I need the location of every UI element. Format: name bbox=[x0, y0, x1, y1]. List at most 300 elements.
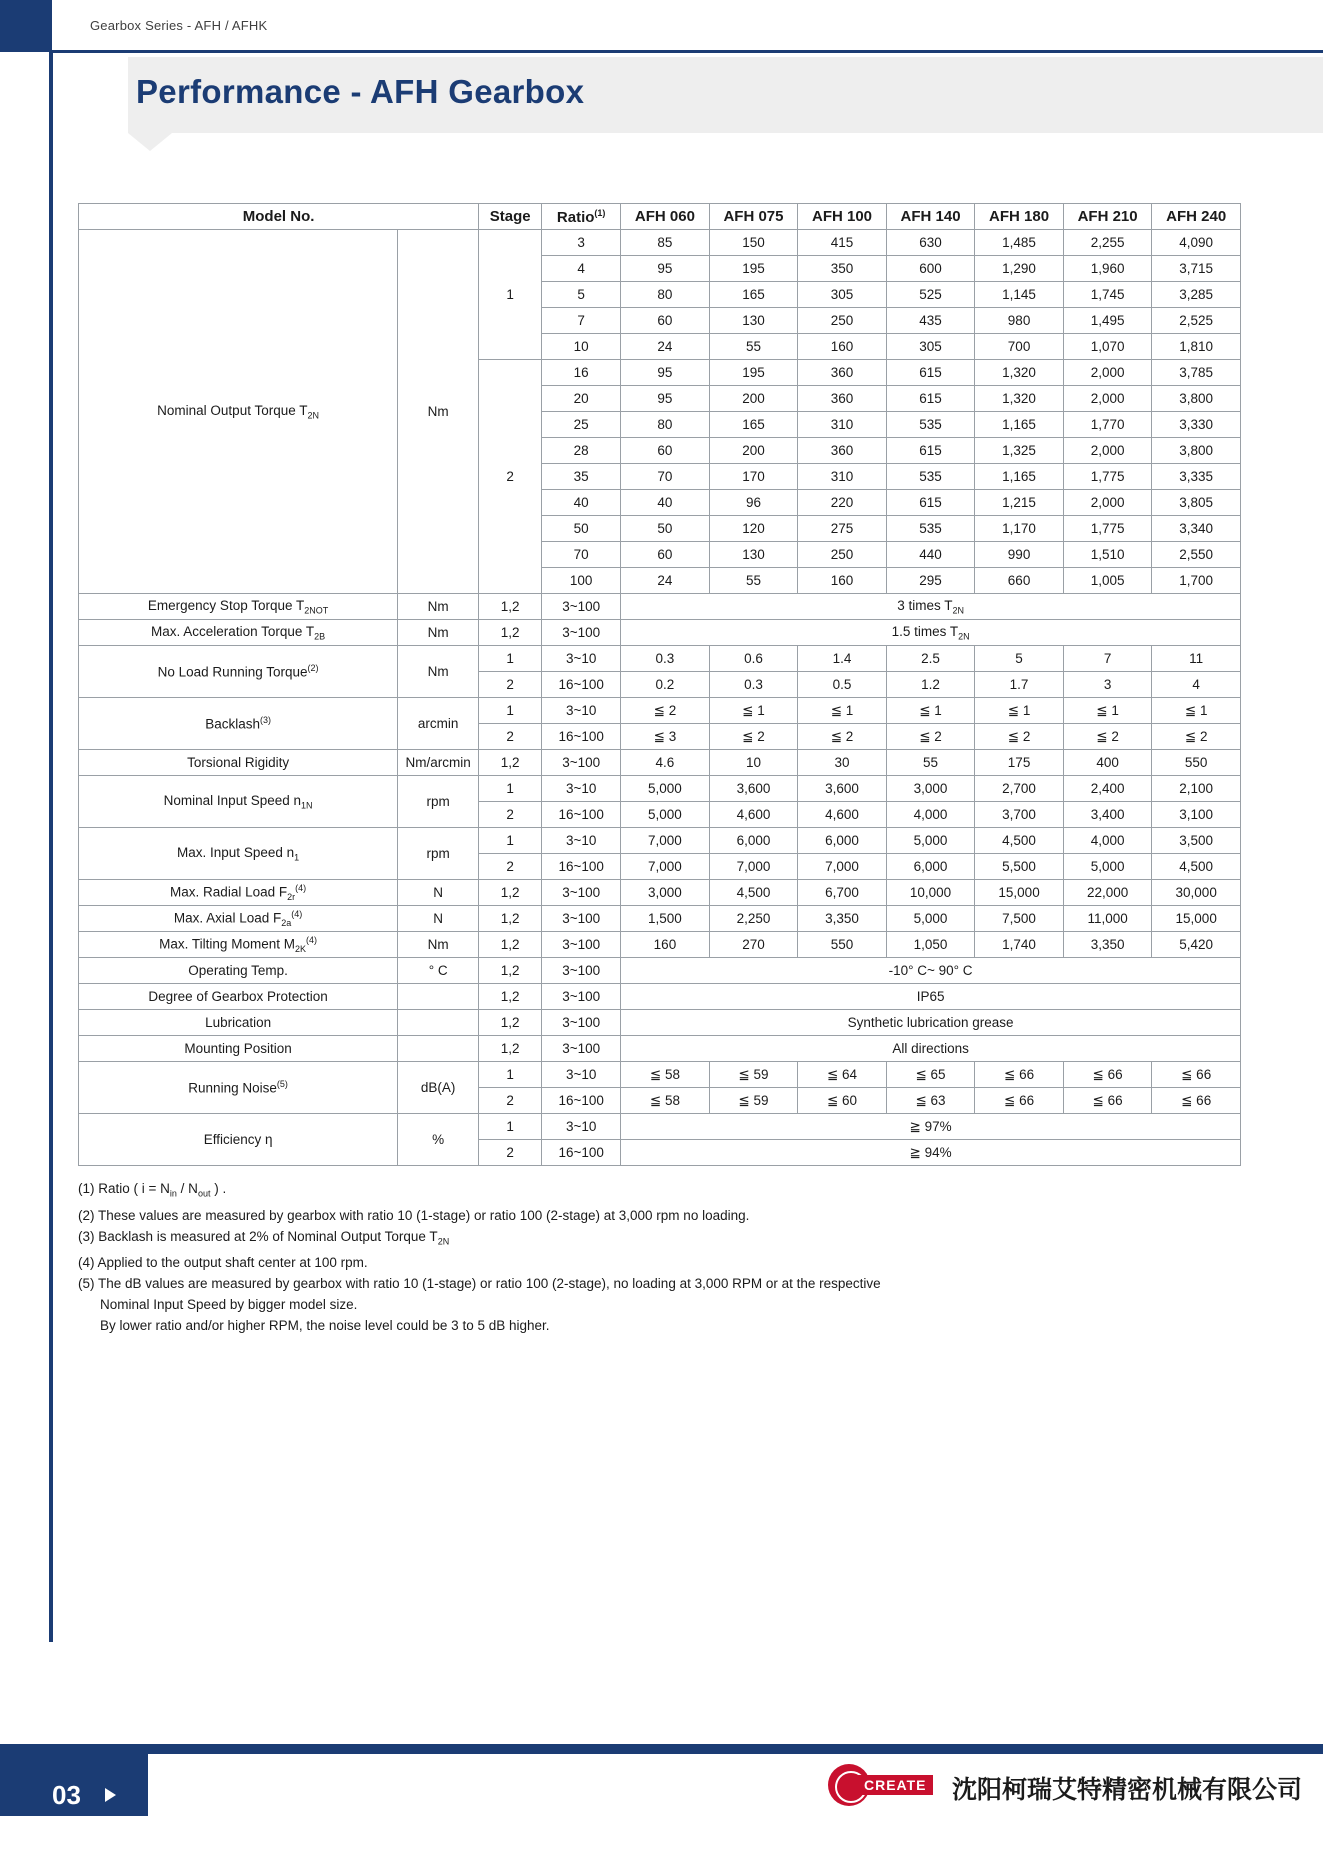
cell-value: ≦ 1 bbox=[1152, 698, 1241, 724]
stage-value: 1 bbox=[479, 828, 542, 854]
torque-value: 2,000 bbox=[1063, 360, 1152, 386]
torque-value: 980 bbox=[975, 308, 1064, 334]
cell-value: ≦ 66 bbox=[975, 1062, 1064, 1088]
cell-value: 4,000 bbox=[886, 802, 975, 828]
torque-value: 990 bbox=[975, 542, 1064, 568]
torque-value: 2,000 bbox=[1063, 438, 1152, 464]
row-label-max-axial-load: Max. Axial Load $F_{2a}^{(4)}$ bbox=[79, 906, 398, 932]
cell-value: 5,500 bbox=[975, 854, 1064, 880]
cell-value: 2,250 bbox=[709, 906, 798, 932]
cell-value: 3,100 bbox=[1152, 802, 1241, 828]
cell-value: ≦ 1 bbox=[798, 698, 887, 724]
col-afh075: AFH 075 bbox=[709, 204, 798, 230]
unit-torsional-rigidity: Nm/arcmin bbox=[398, 750, 479, 776]
ratio-value: 3~100 bbox=[542, 958, 621, 984]
company-name: 沈阳柯瑞艾特精密机械有限公司 bbox=[952, 1775, 1303, 1804]
page-number-block bbox=[0, 1754, 148, 1816]
stage-value: 1,2 bbox=[479, 932, 542, 958]
title-band bbox=[128, 57, 1323, 133]
cell-value: 5,000 bbox=[621, 802, 710, 828]
ratio-value: 3~10 bbox=[542, 698, 621, 724]
torque-value: 160 bbox=[798, 568, 887, 594]
cell-value: 30 bbox=[798, 750, 887, 776]
torque-value: 310 bbox=[798, 464, 887, 490]
arrow-right-icon bbox=[105, 1788, 116, 1802]
cell-value: 0.2 bbox=[621, 672, 710, 698]
cell-value: ≦ 66 bbox=[1152, 1088, 1241, 1114]
torque-value: 1,005 bbox=[1063, 568, 1152, 594]
torque-value: 70 bbox=[621, 464, 710, 490]
torque-value: 95 bbox=[621, 360, 710, 386]
unit-max-tilting-moment: Nm bbox=[398, 932, 479, 958]
torque-value: 1,775 bbox=[1063, 464, 1152, 490]
unit-nominal-output-torque: Nm bbox=[398, 230, 479, 594]
unit-degree-of-protection bbox=[398, 984, 479, 1010]
ratio-value: 3~100 bbox=[542, 1036, 621, 1062]
row-label-max-tilting-moment: Max. Tilting Moment $M_{2K}^{(4)}$ bbox=[79, 932, 398, 958]
torque-value: 415 bbox=[798, 230, 887, 256]
stage-value: 1 bbox=[479, 1062, 542, 1088]
torque-value: 1,960 bbox=[1063, 256, 1152, 282]
ratio-value: 3 bbox=[542, 230, 621, 256]
table-row bbox=[79, 646, 1241, 672]
torque-value: 1,775 bbox=[1063, 516, 1152, 542]
torque-value: 3,330 bbox=[1152, 412, 1241, 438]
torque-value: 295 bbox=[886, 568, 975, 594]
torque-value: 1,215 bbox=[975, 490, 1064, 516]
cell-value: 175 bbox=[975, 750, 1064, 776]
table-row bbox=[79, 958, 1241, 984]
cell-value: 3,600 bbox=[709, 776, 798, 802]
cell-value: 7,500 bbox=[975, 906, 1064, 932]
torque-value: 2,550 bbox=[1152, 542, 1241, 568]
torque-value: 1,770 bbox=[1063, 412, 1152, 438]
cell-value: 11,000 bbox=[1063, 906, 1152, 932]
stage-value: 1,2 bbox=[479, 1036, 542, 1062]
unit-no-load-running-torque: Nm bbox=[398, 646, 479, 698]
ratio-value: 16 bbox=[542, 360, 621, 386]
torque-value: 150 bbox=[709, 230, 798, 256]
torque-value: 360 bbox=[798, 438, 887, 464]
torque-value: 24 bbox=[621, 334, 710, 360]
stage-value: 1,2 bbox=[479, 750, 542, 776]
stage-value: 1,2 bbox=[479, 984, 542, 1010]
cell-value: 1.4 bbox=[798, 646, 887, 672]
row-label-nominal-output-torque: Nominal Output Torque $T_{2N}$ bbox=[79, 230, 398, 594]
table-row bbox=[79, 230, 1241, 256]
stage-value: 2 bbox=[479, 724, 542, 750]
torque-value: 170 bbox=[709, 464, 798, 490]
torque-value: 3,785 bbox=[1152, 360, 1241, 386]
torque-value: 165 bbox=[709, 412, 798, 438]
footnote-2: (2) These values are measured by gearbox with ratio 10 (1-stage) or ratio 100 (2-stage) at 3,000 rpm no loading. bbox=[78, 1207, 750, 1223]
table-row bbox=[79, 594, 1241, 620]
torque-value: 55 bbox=[709, 568, 798, 594]
cell-value: 0.3 bbox=[621, 646, 710, 672]
ratio-value: 3~100 bbox=[542, 906, 621, 932]
torque-value: 350 bbox=[798, 256, 887, 282]
ratio-value: 3~100 bbox=[542, 750, 621, 776]
cell-value: 6,000 bbox=[798, 828, 887, 854]
cell-value: 4,000 bbox=[1063, 828, 1152, 854]
torque-value: 1,070 bbox=[1063, 334, 1152, 360]
cell-value: 7,000 bbox=[621, 828, 710, 854]
stage-value: 1 bbox=[479, 1114, 542, 1140]
cell-value: 270 bbox=[709, 932, 798, 958]
unit-operating-temp: ° C bbox=[398, 958, 479, 984]
cell-value: ≦ 1 bbox=[975, 698, 1064, 724]
col-afh210: AFH 210 bbox=[1063, 204, 1152, 230]
cell-value: ≦ 2 bbox=[709, 724, 798, 750]
ratio-value: 70 bbox=[542, 542, 621, 568]
torque-value: 24 bbox=[621, 568, 710, 594]
cell-value: 7,000 bbox=[798, 854, 887, 880]
stage-value: 1 bbox=[479, 646, 542, 672]
merged-value: ≧ 97% bbox=[621, 1114, 1241, 1140]
ratio-value: 16~100 bbox=[542, 672, 621, 698]
row-label-nominal-input-speed: Nominal Input Speed $n_{1N}$ bbox=[79, 776, 398, 828]
torque-value: 60 bbox=[621, 308, 710, 334]
stage-value: 2 bbox=[479, 1140, 542, 1166]
ratio-value: 25 bbox=[542, 412, 621, 438]
page-number: 03 bbox=[52, 1780, 81, 1810]
col-afh240: AFH 240 bbox=[1152, 204, 1241, 230]
ratio-value: 35 bbox=[542, 464, 621, 490]
cell-value: 6,000 bbox=[709, 828, 798, 854]
cell-value: ≦ 58 bbox=[621, 1088, 710, 1114]
cell-value: ≦ 65 bbox=[886, 1062, 975, 1088]
footnote-1: (1) Ratio ( $i = N_{in} / N_{out}$ ) . bbox=[78, 1181, 227, 1199]
header-rule bbox=[52, 50, 1323, 53]
torque-value: 1,495 bbox=[1063, 308, 1152, 334]
cell-value: 4 bbox=[1152, 672, 1241, 698]
torque-value: 1,320 bbox=[975, 386, 1064, 412]
table-row bbox=[79, 984, 1241, 1010]
torque-value: 1,745 bbox=[1063, 282, 1152, 308]
ratio-value: 3~100 bbox=[542, 932, 621, 958]
footnote-3: (3) Backlash is measured at 2% of Nominal Output Torque $T_{2N}$ bbox=[78, 1228, 450, 1247]
page-title: Performance - AFH Gearbox bbox=[136, 73, 585, 110]
torque-value: 1,325 bbox=[975, 438, 1064, 464]
torque-value: 40 bbox=[621, 490, 710, 516]
cell-value: ≦ 59 bbox=[709, 1062, 798, 1088]
torque-value: 2,000 bbox=[1063, 490, 1152, 516]
table-row bbox=[79, 932, 1241, 958]
unit-max-radial-load: N bbox=[398, 880, 479, 906]
cell-value: ≦ 2 bbox=[975, 724, 1064, 750]
table-row bbox=[79, 1010, 1241, 1036]
merged-value: Synthetic lubrication grease bbox=[621, 1010, 1241, 1036]
ratio-value: 20 bbox=[542, 386, 621, 412]
table-row bbox=[79, 906, 1241, 932]
merged-value: 3 times $T_{2N}$ bbox=[621, 594, 1241, 620]
cell-value: 5,000 bbox=[1063, 854, 1152, 880]
ratio-value: 16~100 bbox=[542, 1088, 621, 1114]
cell-value: 550 bbox=[798, 932, 887, 958]
cell-value: 7,000 bbox=[709, 854, 798, 880]
unit-backlash: arcmin bbox=[398, 698, 479, 750]
cell-value: 400 bbox=[1063, 750, 1152, 776]
torque-value: 1,700 bbox=[1152, 568, 1241, 594]
torque-value: 525 bbox=[886, 282, 975, 308]
col-model-no: Model No. bbox=[79, 204, 479, 230]
merged-value: IP65 bbox=[621, 984, 1241, 1010]
cell-value: ≦ 1 bbox=[1063, 698, 1152, 724]
cell-value: ≦ 64 bbox=[798, 1062, 887, 1088]
unit-lubrication bbox=[398, 1010, 479, 1036]
cell-value: ≦ 60 bbox=[798, 1088, 887, 1114]
cell-value: 0.3 bbox=[709, 672, 798, 698]
cell-value: 3 bbox=[1063, 672, 1152, 698]
torque-value: 615 bbox=[886, 360, 975, 386]
cell-value: 6,000 bbox=[886, 854, 975, 880]
cell-value: 6,700 bbox=[798, 880, 887, 906]
torque-value: 165 bbox=[709, 282, 798, 308]
cell-value: 4.6 bbox=[621, 750, 710, 776]
torque-value: 630 bbox=[886, 230, 975, 256]
torque-value: 200 bbox=[709, 438, 798, 464]
stage-value: 1,2 bbox=[479, 620, 542, 646]
ratio-value: 3~10 bbox=[542, 1114, 621, 1140]
company-logo bbox=[828, 1762, 938, 1808]
cell-value: 3,600 bbox=[798, 776, 887, 802]
torque-value: 1,510 bbox=[1063, 542, 1152, 568]
row-label-operating-temp: Operating Temp. bbox=[79, 958, 398, 984]
col-ratio: Ratio$^{(1)}$ bbox=[542, 204, 621, 230]
torque-value: 4,090 bbox=[1152, 230, 1241, 256]
cell-value: ≦ 63 bbox=[886, 1088, 975, 1114]
table-row bbox=[79, 620, 1241, 646]
torque-value: 50 bbox=[621, 516, 710, 542]
table-header-row bbox=[79, 204, 1241, 230]
cell-value: 15,000 bbox=[975, 880, 1064, 906]
title-notch bbox=[128, 133, 172, 151]
ratio-value: 3~10 bbox=[542, 828, 621, 854]
cell-value: ≦ 66 bbox=[1152, 1062, 1241, 1088]
ratio-value: 16~100 bbox=[542, 802, 621, 828]
torque-value: 2,000 bbox=[1063, 386, 1152, 412]
left-spine bbox=[49, 52, 53, 1642]
cell-value: ≦ 1 bbox=[886, 698, 975, 724]
cell-value: ≦ 1 bbox=[709, 698, 798, 724]
torque-value: 3,800 bbox=[1152, 438, 1241, 464]
stage-value: 1 bbox=[479, 776, 542, 802]
stage-value: 1,2 bbox=[479, 906, 542, 932]
torque-value: 535 bbox=[886, 516, 975, 542]
torque-value: 275 bbox=[798, 516, 887, 542]
cell-value: ≦ 66 bbox=[1063, 1088, 1152, 1114]
cell-value: 160 bbox=[621, 932, 710, 958]
cell-value: 550 bbox=[1152, 750, 1241, 776]
cell-value: ≦ 2 bbox=[886, 724, 975, 750]
torque-value: 130 bbox=[709, 542, 798, 568]
row-label-torsional-rigidity: Torsional Rigidity bbox=[79, 750, 398, 776]
ratio-value: 100 bbox=[542, 568, 621, 594]
row-label-running-noise: Running Noise$^{(5)}$ bbox=[79, 1062, 398, 1114]
torque-value: 1,290 bbox=[975, 256, 1064, 282]
ratio-value: 28 bbox=[542, 438, 621, 464]
col-afh100: AFH 100 bbox=[798, 204, 887, 230]
cell-value: 5,000 bbox=[886, 828, 975, 854]
footer-bar bbox=[0, 1744, 1323, 1754]
torque-value: 200 bbox=[709, 386, 798, 412]
torque-value: 535 bbox=[886, 464, 975, 490]
torque-value: 2,525 bbox=[1152, 308, 1241, 334]
footnote-5: (5) The dB values are measured by gearbox with ratio 10 (1-stage) or ratio 100 (2-stage), no loading at 3,000 RPM or at the respective bbox=[78, 1276, 881, 1292]
cell-value: ≦ 66 bbox=[1063, 1062, 1152, 1088]
torque-value: 250 bbox=[798, 308, 887, 334]
torque-value: 80 bbox=[621, 412, 710, 438]
cell-value: 55 bbox=[886, 750, 975, 776]
stage-value: 1,2 bbox=[479, 1010, 542, 1036]
spec-table-wrap bbox=[78, 203, 1241, 1166]
torque-value: 305 bbox=[798, 282, 887, 308]
cell-value: 4,500 bbox=[975, 828, 1064, 854]
torque-value: 195 bbox=[709, 360, 798, 386]
spec-table bbox=[78, 203, 1241, 1166]
torque-value: 60 bbox=[621, 438, 710, 464]
cell-value: 3,500 bbox=[1152, 828, 1241, 854]
merged-value: ≧ 94% bbox=[621, 1140, 1241, 1166]
table-row bbox=[79, 880, 1241, 906]
cell-value: 15,000 bbox=[1152, 906, 1241, 932]
cell-value: 2,700 bbox=[975, 776, 1064, 802]
col-stage: Stage bbox=[479, 204, 542, 230]
row-label-backlash: Backlash$^{(3)}$ bbox=[79, 698, 398, 750]
torque-value: 3,715 bbox=[1152, 256, 1241, 282]
torque-value: 360 bbox=[798, 360, 887, 386]
cell-value: 3,350 bbox=[798, 906, 887, 932]
cell-value: ≦ 2 bbox=[621, 698, 710, 724]
ratio-value: 50 bbox=[542, 516, 621, 542]
torque-value: 80 bbox=[621, 282, 710, 308]
ratio-value: 3~100 bbox=[542, 620, 621, 646]
cell-value: 3,350 bbox=[1063, 932, 1152, 958]
stage-2: 2 bbox=[479, 360, 542, 594]
ratio-value: 7 bbox=[542, 308, 621, 334]
torque-value: 95 bbox=[621, 386, 710, 412]
merged-value: All directions bbox=[621, 1036, 1241, 1062]
cell-value: 30,000 bbox=[1152, 880, 1241, 906]
torque-value: 55 bbox=[709, 334, 798, 360]
torque-value: 1,165 bbox=[975, 464, 1064, 490]
torque-value: 615 bbox=[886, 438, 975, 464]
row-label-max-acceleration-torque: Max. Acceleration Torque $T_{2B}$ bbox=[79, 620, 398, 646]
torque-value: 660 bbox=[975, 568, 1064, 594]
ratio-value: 16~100 bbox=[542, 724, 621, 750]
ratio-value: 16~100 bbox=[542, 854, 621, 880]
cell-value: 0.6 bbox=[709, 646, 798, 672]
col-afh060: AFH 060 bbox=[621, 204, 710, 230]
table-row bbox=[79, 776, 1241, 802]
footnote-5-line3: By lower ratio and/or higher RPM, the noise level could be 3 to 5 dB higher. bbox=[100, 1318, 550, 1334]
torque-value: 160 bbox=[798, 334, 887, 360]
unit-max-acceleration-torque: Nm bbox=[398, 620, 479, 646]
footnotes bbox=[78, 1178, 1218, 1336]
col-afh180: AFH 180 bbox=[975, 204, 1064, 230]
ratio-value: 3~10 bbox=[542, 776, 621, 802]
torque-value: 1,320 bbox=[975, 360, 1064, 386]
row-label-max-input-speed: Max. Input Speed $n_1$ bbox=[79, 828, 398, 880]
header-corner-block bbox=[0, 0, 52, 52]
series-label: Gearbox Series - AFH / AFHK bbox=[90, 18, 268, 33]
row-label-max-radial-load: Max. Radial Load $F_{2r}^{(4)}$ bbox=[79, 880, 398, 906]
footnote-5-line2: Nominal Input Speed by bigger model size. bbox=[100, 1297, 358, 1313]
cell-value: 2,400 bbox=[1063, 776, 1152, 802]
cell-value: 4,600 bbox=[798, 802, 887, 828]
row-label-no-load-running-torque: No Load Running Torque$^{(2)}$ bbox=[79, 646, 398, 698]
table-row bbox=[79, 750, 1241, 776]
torque-value: 95 bbox=[621, 256, 710, 282]
merged-value: 1.5 times $T_{2N}$ bbox=[621, 620, 1241, 646]
ratio-value: 16~100 bbox=[542, 1140, 621, 1166]
stage-value: 2 bbox=[479, 1088, 542, 1114]
table-row bbox=[79, 698, 1241, 724]
torque-value: 615 bbox=[886, 490, 975, 516]
cell-value: 3,700 bbox=[975, 802, 1064, 828]
stage-value: 1,2 bbox=[479, 880, 542, 906]
cell-value: ≦ 59 bbox=[709, 1088, 798, 1114]
torque-value: 130 bbox=[709, 308, 798, 334]
table-row bbox=[79, 1062, 1241, 1088]
cell-value: 1,500 bbox=[621, 906, 710, 932]
cell-value: 7,000 bbox=[621, 854, 710, 880]
torque-value: 1,165 bbox=[975, 412, 1064, 438]
torque-value: 310 bbox=[798, 412, 887, 438]
cell-value: 2,100 bbox=[1152, 776, 1241, 802]
stage-value: 2 bbox=[479, 802, 542, 828]
torque-value: 3,800 bbox=[1152, 386, 1241, 412]
row-label-emergency-stop-torque: Emergency Stop Torque $T_{2NOT}$ bbox=[79, 594, 398, 620]
torque-value: 535 bbox=[886, 412, 975, 438]
torque-value: 195 bbox=[709, 256, 798, 282]
cell-value: 3,000 bbox=[886, 776, 975, 802]
footnote-4: (4) Applied to the output shaft center at 100 rpm. bbox=[78, 1255, 368, 1271]
ratio-value: 3~100 bbox=[542, 984, 621, 1010]
torque-value: 120 bbox=[709, 516, 798, 542]
cell-value: 2.5 bbox=[886, 646, 975, 672]
torque-value: 85 bbox=[621, 230, 710, 256]
stage-value: 1 bbox=[479, 698, 542, 724]
unit-efficiency: % bbox=[398, 1114, 479, 1166]
cell-value: 1.2 bbox=[886, 672, 975, 698]
merged-value: -10° C~ 90° C bbox=[621, 958, 1241, 984]
page-footer bbox=[0, 1744, 1323, 1871]
torque-value: 440 bbox=[886, 542, 975, 568]
page-header bbox=[0, 0, 1323, 52]
ratio-value: 4 bbox=[542, 256, 621, 282]
cell-value: 5,420 bbox=[1152, 932, 1241, 958]
torque-value: 96 bbox=[709, 490, 798, 516]
table-row bbox=[79, 1036, 1241, 1062]
torque-value: 600 bbox=[886, 256, 975, 282]
stage-value: 1,2 bbox=[479, 958, 542, 984]
table-row bbox=[79, 1114, 1241, 1140]
torque-value: 3,335 bbox=[1152, 464, 1241, 490]
cell-value: 0.5 bbox=[798, 672, 887, 698]
cell-value: 1,050 bbox=[886, 932, 975, 958]
torque-value: 60 bbox=[621, 542, 710, 568]
row-label-efficiency: Efficiency η bbox=[79, 1114, 398, 1166]
cell-value: 5,000 bbox=[886, 906, 975, 932]
torque-value: 1,485 bbox=[975, 230, 1064, 256]
torque-value: 615 bbox=[886, 386, 975, 412]
unit-max-input-speed: rpm bbox=[398, 828, 479, 880]
ratio-value: 5 bbox=[542, 282, 621, 308]
unit-max-axial-load: N bbox=[398, 906, 479, 932]
ratio-value: 3~100 bbox=[542, 1010, 621, 1036]
cell-value: ≦ 66 bbox=[975, 1088, 1064, 1114]
